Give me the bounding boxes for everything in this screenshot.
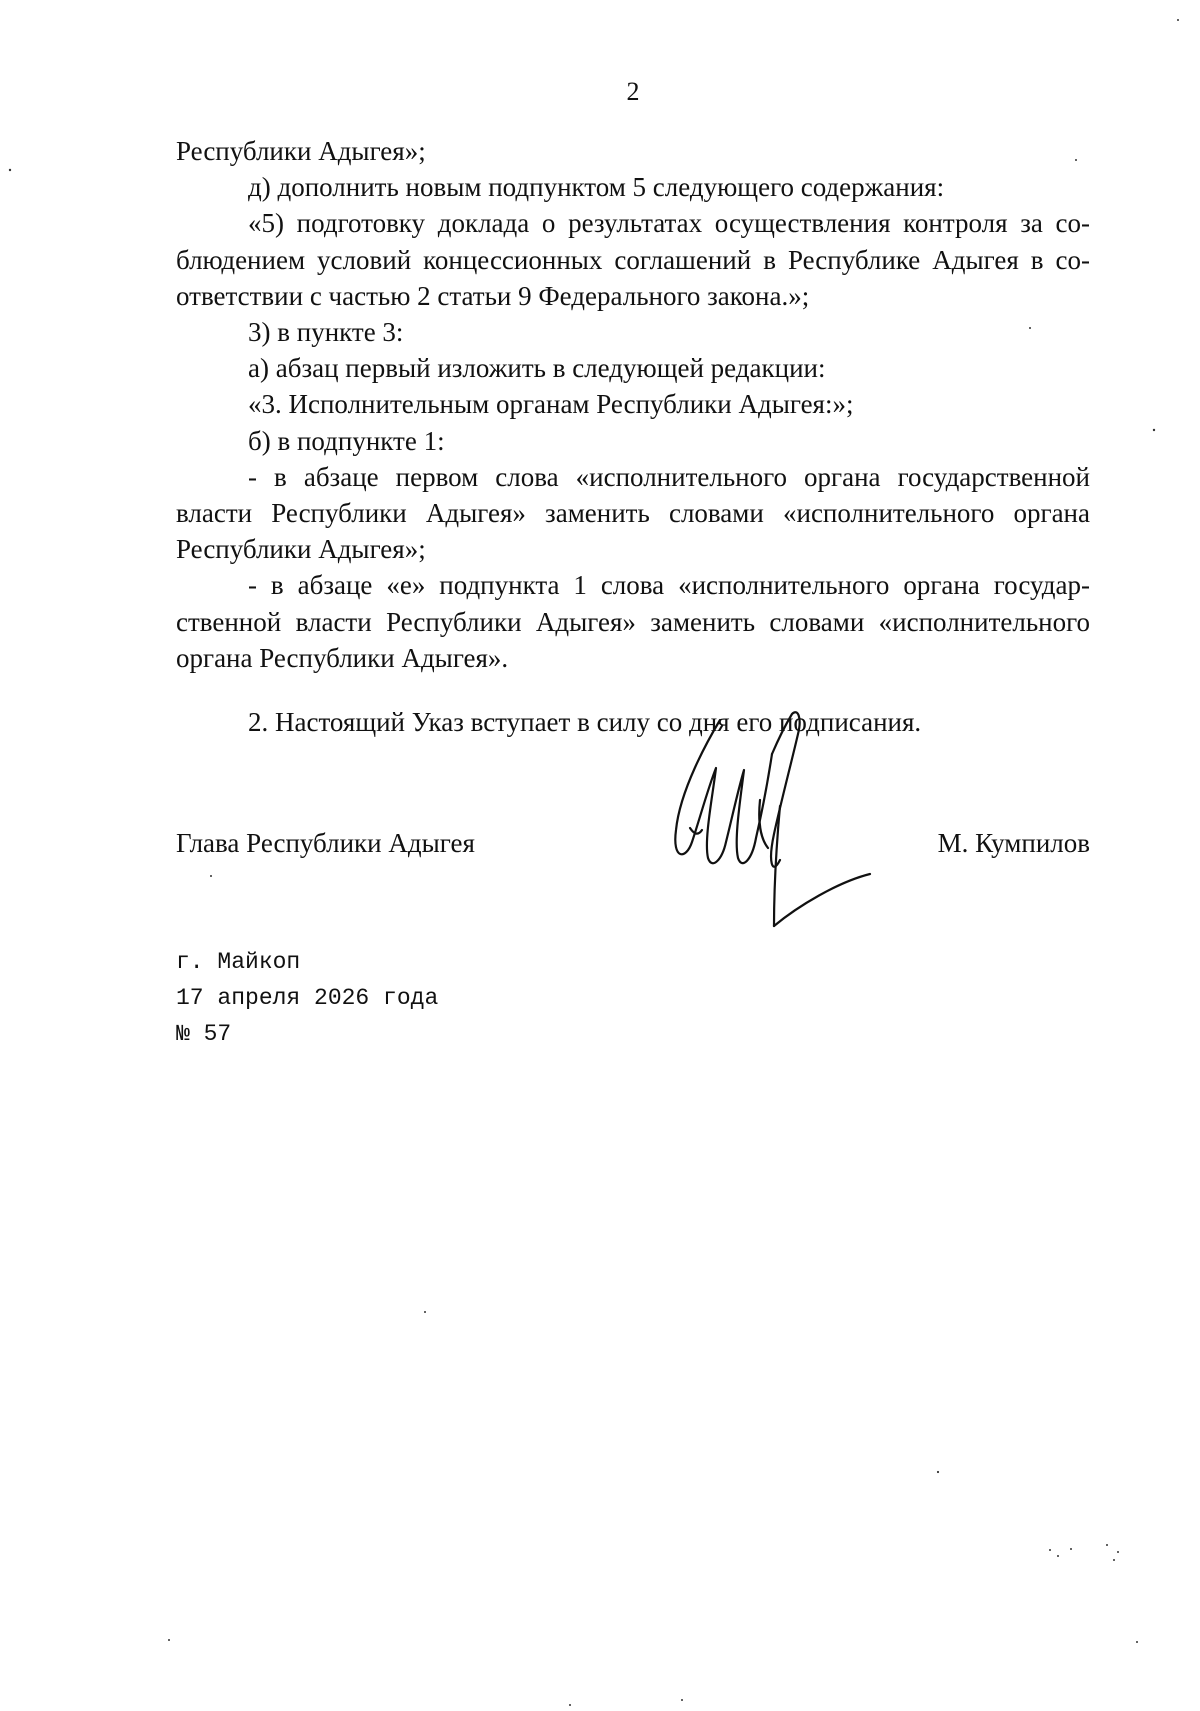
signatory-title: Глава Республики Адыгея bbox=[176, 828, 475, 858]
body-line: «5) подготовку доклада о результатах осуществления контроля за со- bbox=[248, 208, 1090, 239]
body-line: а) абзац первый изложить в следующей редакции: bbox=[248, 353, 826, 384]
handwritten-signature bbox=[668, 710, 892, 942]
body-line: ответствии с частью 2 статьи 9 Федерального закона.»; bbox=[176, 280, 810, 311]
signatory-name: М. Кумпилов bbox=[937, 828, 1090, 858]
body-line: б) в подпункте 1: bbox=[248, 425, 445, 456]
body-line: «3. Исполнительным органам Республики Адыгея:»; bbox=[248, 389, 854, 420]
body-line: блюдением условий концессионных соглашений в Республике Адыгея в со- bbox=[176, 244, 1090, 275]
body-line: - в абзаце «е» подпункта 1 слова «исполнительного органа государ- bbox=[248, 570, 1090, 601]
page-number: 2 bbox=[626, 77, 640, 106]
footer-date: 17 апреля 2026 года bbox=[176, 985, 439, 1011]
body-line: д) дополнить новым подпунктом 5 следующего содержания: bbox=[248, 172, 945, 203]
footer-number: № 57 bbox=[176, 1021, 232, 1047]
decree-body bbox=[176, 133, 1090, 740]
paragraph-gap bbox=[176, 676, 1090, 704]
body-line: - в абзаце первом слова «исполнительного органа государственной bbox=[248, 461, 1090, 492]
footer-city: г. Майкоп bbox=[176, 949, 301, 975]
final-clause: 2. Настоящий Указ вступает в силу со дня его подписания. bbox=[248, 707, 922, 738]
body-line: власти Республики Адыгея» заменить словами «исполнительного органа bbox=[176, 498, 1090, 529]
signature-block bbox=[176, 825, 1090, 865]
document-footer bbox=[176, 944, 438, 1052]
body-line: Республики Адыгея»; bbox=[176, 534, 426, 565]
body-line: 3) в пункте 3: bbox=[248, 317, 404, 348]
body-line: ственной власти Республики Адыгея» заменить словами «исполнительного bbox=[176, 606, 1090, 637]
body-line: органа Республики Адыгея». bbox=[176, 642, 509, 673]
body-line: Республики Адыгея»; bbox=[176, 136, 426, 166]
